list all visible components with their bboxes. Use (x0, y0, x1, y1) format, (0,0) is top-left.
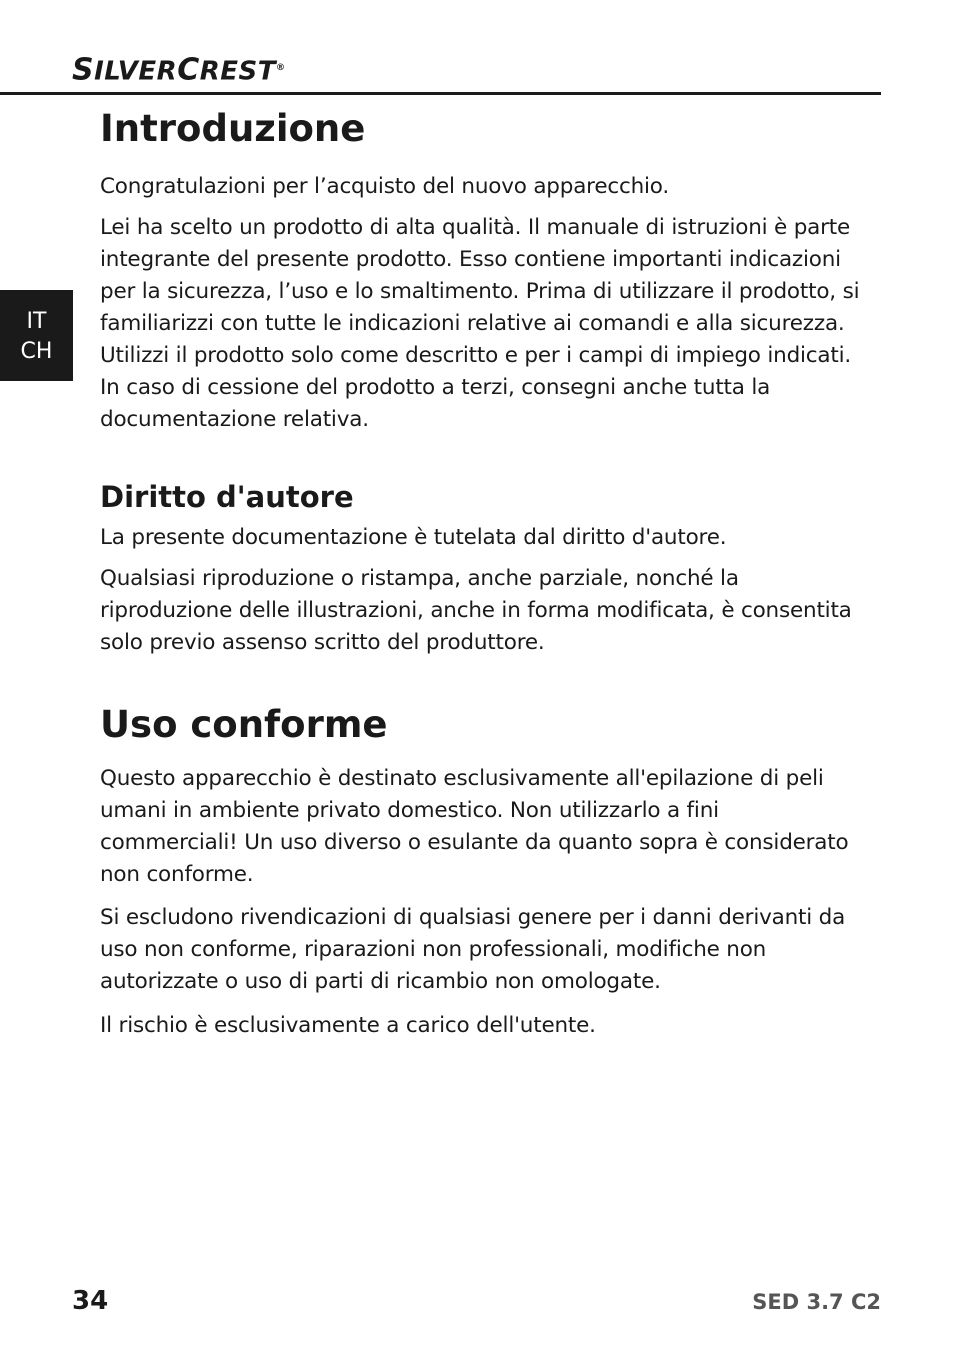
use-paragraph-3: Il rischio è esclusivamente a carico dell'utente. (100, 1013, 596, 1038)
use-paragraph-2: Si escludono rivendicazioni di qualsiasi genere per i danni derivanti da uso non conforme, riparazioni non professionali, modifiche non autorizzate o uso di parti di ricambio non omologate. (100, 905, 846, 994)
header-rule (0, 92, 881, 95)
section-title-diritto-autore: Diritto d'autore (100, 480, 354, 514)
logo-text-ilver: ILVER (94, 56, 178, 87)
registered-mark: ® (275, 63, 286, 73)
use-paragraph-1: Questo apparecchio è destinato esclusivamente all'epilazione di peli umani in ambiente privato domestico. Non utilizzarlo a fini commerciali! Un uso diverso o esulante da quanto sopra è considerato non conforme. (100, 766, 849, 887)
copyright-paragraph-2: Qualsiasi riproduzione o ristampa, anche parziale, nonché la riproduzione delle illustrazioni, anche in forma modificata, è consentita solo previo assenso scritto del produttore. (100, 566, 852, 655)
page-number: 34 (72, 1286, 109, 1316)
page-content (100, 105, 860, 1042)
section-title-uso-conforme: Uso conforme (100, 703, 388, 746)
intro-paragraph-1: Congratulazioni per l’acquisto del nuovo apparecchio. (100, 174, 670, 199)
intro-paragraph-2: Lei ha scelto un prodotto di alta qualità. Il manuale di istruzioni è parte integrante del presente prodotto. Esso contiene importanti indicazioni per la sicurezza, l’uso e lo smaltimento. Prima di utilizzare il prodotto, si familiarizzi con tutte le indicazioni relative ai comandi e alla sicurezza. Utilizzi il prodotto solo come descritto e per i campi di impiego indicati. In caso di cessione del prodotto a terzi, consegni anche tutta la documentazione relativa. (100, 215, 860, 432)
model-number: SED 3.7 C2 (752, 1290, 881, 1314)
language-tab-ch: CH (20, 339, 53, 364)
section-title-introduzione: Introduzione (100, 107, 366, 150)
language-tab (0, 290, 73, 381)
logo-text-rest: REST (199, 56, 276, 87)
brand-logo (72, 52, 285, 88)
logo-initial-s: S (72, 52, 95, 88)
language-tab-it: IT (26, 309, 47, 334)
logo-initial-c: C (177, 52, 200, 88)
copyright-paragraph-1: La presente documentazione è tutelata dal diritto d'autore. (100, 525, 727, 550)
